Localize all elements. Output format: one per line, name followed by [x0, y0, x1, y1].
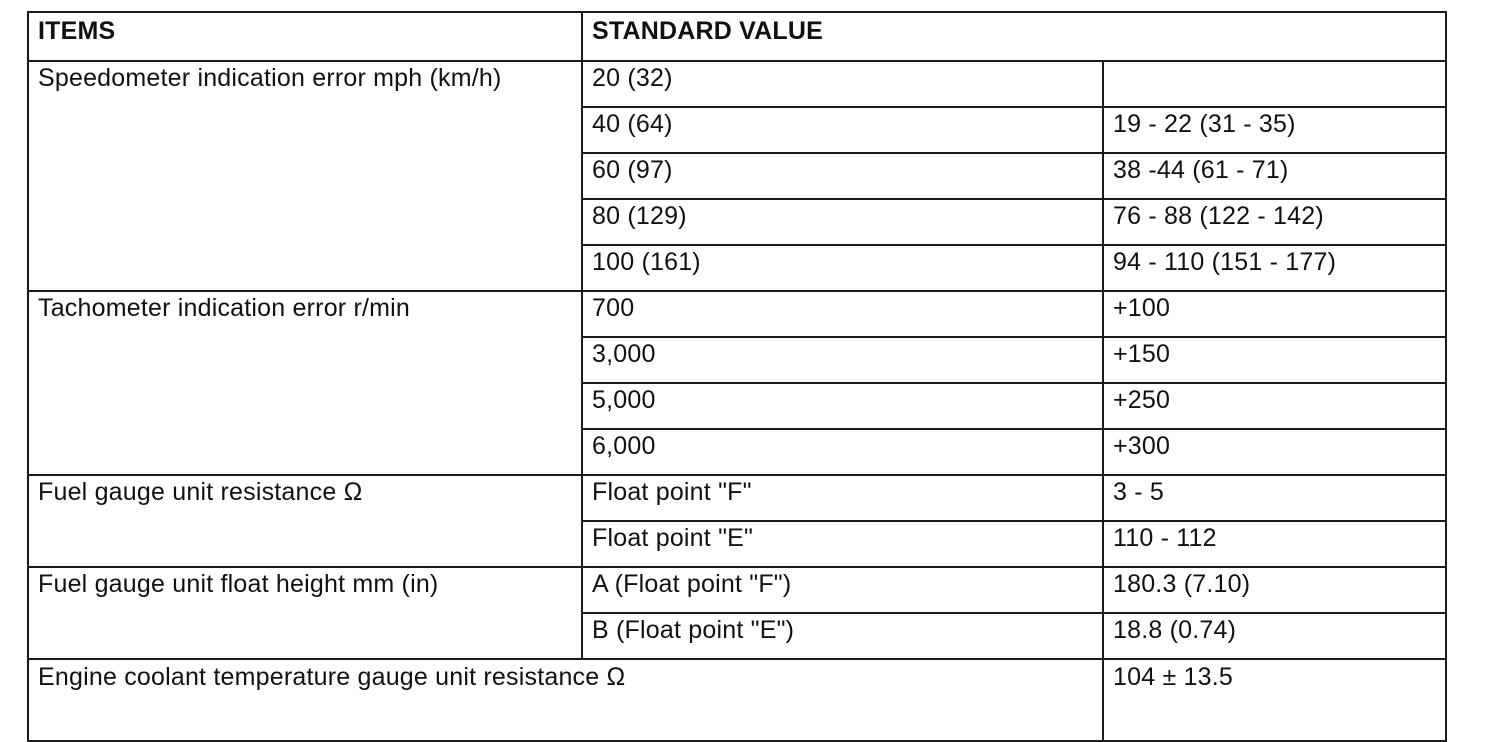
speedometer-speed: 40 (64): [582, 107, 1103, 153]
table-row: [28, 475, 1446, 521]
speedometer-label: Speedometer indication error mph (km/h): [28, 61, 582, 291]
speedometer-value: 19 - 22 (31 - 35): [1103, 107, 1446, 153]
tachometer-rpm: 6,000: [582, 429, 1103, 475]
standard-value-table: [27, 11, 1447, 742]
table-row: [28, 567, 1446, 613]
speedometer-speed: 60 (97): [582, 153, 1103, 199]
fuel-float-height-point: B (Float point "E"): [582, 613, 1103, 659]
speedometer-value: 94 - 110 (151 - 177): [1103, 245, 1446, 291]
fuel-float-height-label: Fuel gauge unit float height mm (in): [28, 567, 582, 659]
fuel-resistance-point: Float point "F": [582, 475, 1103, 521]
fuel-resistance-value: 110 - 112: [1103, 521, 1446, 567]
header-items: ITEMS: [28, 12, 582, 61]
tachometer-value: +300: [1103, 429, 1446, 475]
fuel-float-height-point: A (Float point "F"): [582, 567, 1103, 613]
fuel-resistance-value: 3 - 5: [1103, 475, 1446, 521]
tachometer-value: +100: [1103, 291, 1446, 337]
table-row: [28, 659, 1446, 741]
table-header-row: [28, 12, 1446, 61]
speedometer-speed: 100 (161): [582, 245, 1103, 291]
tachometer-rpm: 3,000: [582, 337, 1103, 383]
fuel-resistance-point: Float point "E": [582, 521, 1103, 567]
coolant-value: 104 ± 13.5: [1103, 659, 1446, 741]
tachometer-value: +250: [1103, 383, 1446, 429]
fuel-float-height-value: 18.8 (0.74): [1103, 613, 1446, 659]
fuel-resistance-label: Fuel gauge unit resistance Ω: [28, 475, 582, 567]
fuel-float-height-value: 180.3 (7.10): [1103, 567, 1446, 613]
speedometer-value: 76 - 88 (122 - 142): [1103, 199, 1446, 245]
speedometer-value: 38 -44 (61 - 71): [1103, 153, 1446, 199]
tachometer-label: Tachometer indication error r/min: [28, 291, 582, 475]
tachometer-value: +150: [1103, 337, 1446, 383]
speedometer-speed: 80 (129): [582, 199, 1103, 245]
table-row: [28, 291, 1446, 337]
speedometer-value: [1103, 61, 1446, 107]
coolant-label: Engine coolant temperature gauge unit resistance Ω: [28, 659, 1103, 741]
table-row: [28, 61, 1446, 107]
header-standard-value: STANDARD VALUE: [582, 12, 1446, 61]
speedometer-speed: 20 (32): [582, 61, 1103, 107]
tachometer-rpm: 5,000: [582, 383, 1103, 429]
tachometer-rpm: 700: [582, 291, 1103, 337]
